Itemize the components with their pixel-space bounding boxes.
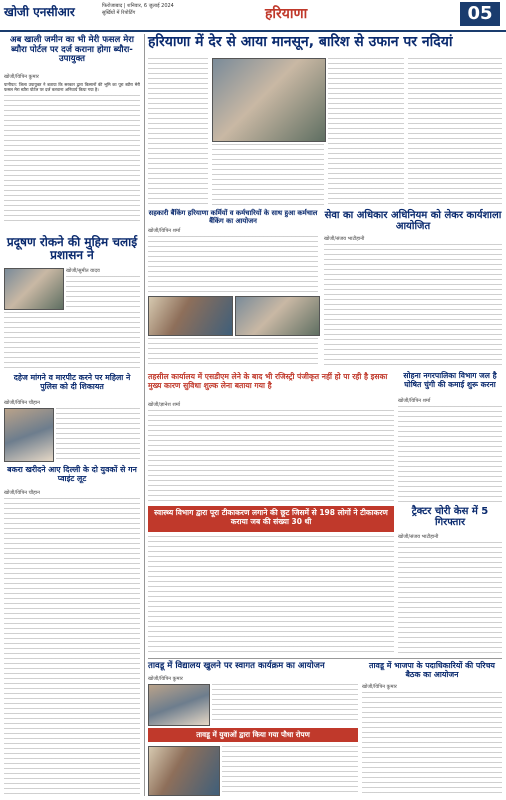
date-line: फिरोजाबाद | शनिवार, 6 जुलाई 2024 — [102, 3, 174, 9]
text-lines — [4, 312, 140, 370]
byline-bjp: खोजी/विपिन कुमार — [362, 684, 397, 690]
headline-bjp: तावडू में भाजपा के पदाधिकारियों की परिचय बैठक का आयोजन — [369, 661, 495, 679]
headline-land: अब खाली जमीन का भी मेरी फसल मेरा ब्यौरा पोर्टल पर दर्ज कराना होगा ब्यौरा-उपायुक्त — [10, 35, 134, 65]
text-lines — [56, 408, 140, 460]
byline-sohna: खोजी/विपिन शर्मा — [398, 398, 431, 404]
text-lines — [362, 692, 502, 794]
section-title: हरियाणा — [265, 6, 308, 22]
headline-nurse: सहकारी बैंकिंग हरियाणा कर्मियों व कर्मचारियों के साथ हुआ कर्मचाल बैंकिंग का आयोजन — [148, 209, 318, 225]
byline-dowry: खोजी/विपिन चौहान — [4, 400, 40, 406]
headline-school: तावडू में विद्यालय खुलने पर स्वागत कार्यक्रम का आयोजन — [148, 661, 325, 671]
photo-workshop-1 — [148, 296, 233, 336]
text-lines — [148, 58, 208, 206]
photo-workshop-2 — [235, 296, 320, 336]
text-lines — [66, 276, 140, 308]
headline-plantation: तावडू में युवाओं द्वारा किया गया पौधा रोपण — [148, 728, 358, 742]
text-lines — [148, 338, 318, 368]
text-lines — [212, 684, 358, 724]
page-number: 05 — [460, 2, 500, 26]
photo-pollution — [4, 268, 64, 310]
text-lines — [328, 58, 404, 206]
body-land-text: पानीपत: जिला उपायुक्त ने बताया कि सरकार द्वारा किसानों की भूमि का पूरा ब्यौरा मेरी फसल मेरा ब्यौरा पोर्टल पर दर्ज करवाना अनिवार्य किया गया है। — [4, 82, 140, 93]
headline-tehsil: तहसील कार्यालय में एसडीएम लेने के बाद भी रजिस्ट्री पंजीकृत नहीं हो पा रही है इसका मुख्य कारण सुविधा शुल्क लेना बताया गया है — [148, 372, 388, 390]
text-lines — [4, 498, 140, 794]
text-lines — [398, 406, 502, 502]
headline-dowry: दहेज मांगने व मारपीट करने पर महिला ने पुलिस को दी शिकायत — [13, 373, 131, 391]
masthead — [0, 0, 506, 32]
byline-service: खोजी/संजय भाटीहानी — [324, 236, 365, 242]
headline-vaccine: स्वास्थ्य विभाग द्वारा पूरा टीकाकरण लगाने की छूट जिसमें से 198 लोगों ने टीकाकरण कराया जब की संख्या 30 थी — [148, 506, 394, 532]
body-land — [4, 82, 140, 230]
text-lines — [212, 144, 324, 206]
headline-sohna: सोहना नगरपालिका विभाग जल है घोषित चुंगी की कमाई शुरू करना — [403, 371, 497, 389]
headline-tractor: ट्रैक्टर चोरी केस में 5 गिरफ्तार — [411, 506, 489, 529]
byline-tehsil: खोजी/ज्ञानेश शर्मा — [148, 402, 181, 408]
photo-flood — [212, 58, 326, 142]
headline-pollution: प्रदूषण रोकने की मुहिम चलाई प्रशासन ने — [6, 235, 138, 263]
headline-monsoon: हरियाणा में देर से आया मानसून, बारिश से उफान पर नदियां — [148, 34, 453, 50]
masthead-meta — [102, 3, 242, 17]
text-lines — [148, 236, 318, 292]
photo-dowry — [4, 408, 54, 462]
byline-pollution: खोजी/सुमीत यादव — [66, 268, 100, 274]
text-lines — [148, 410, 394, 502]
photo-school — [148, 684, 210, 726]
photo-plantation — [148, 746, 220, 796]
section-rule — [148, 658, 502, 659]
text-lines — [148, 536, 394, 654]
headline-missing: बकरा खरीदने आए दिल्ली के दो युवकों से गन प्वाइंट लूट — [7, 465, 137, 483]
column-rule — [144, 34, 145, 796]
byline-school: खोजी/विपिन कुमार — [148, 676, 183, 682]
byline-nurse: खोजी/विपिन शर्मा — [148, 228, 181, 234]
byline-land: खोजी/विपिन कुमार — [4, 74, 39, 80]
text-lines — [324, 244, 502, 368]
headline-service: सेवा का अधिकार अधिनियम को लेकर कार्यशाला आयोजित — [324, 210, 502, 233]
byline-missing: खोजी/विपिन चौहान — [4, 490, 40, 496]
text-lines — [398, 542, 502, 654]
text-lines — [408, 58, 502, 206]
newspaper-logo: खोजी एनसीआर — [4, 5, 75, 19]
byline-tractor: खोजी/संजय भाटीहानी — [398, 534, 439, 540]
text-lines — [4, 95, 140, 225]
tagline: सुर्खियों में रिपोर्टिंग — [102, 10, 136, 16]
text-lines — [222, 746, 358, 794]
